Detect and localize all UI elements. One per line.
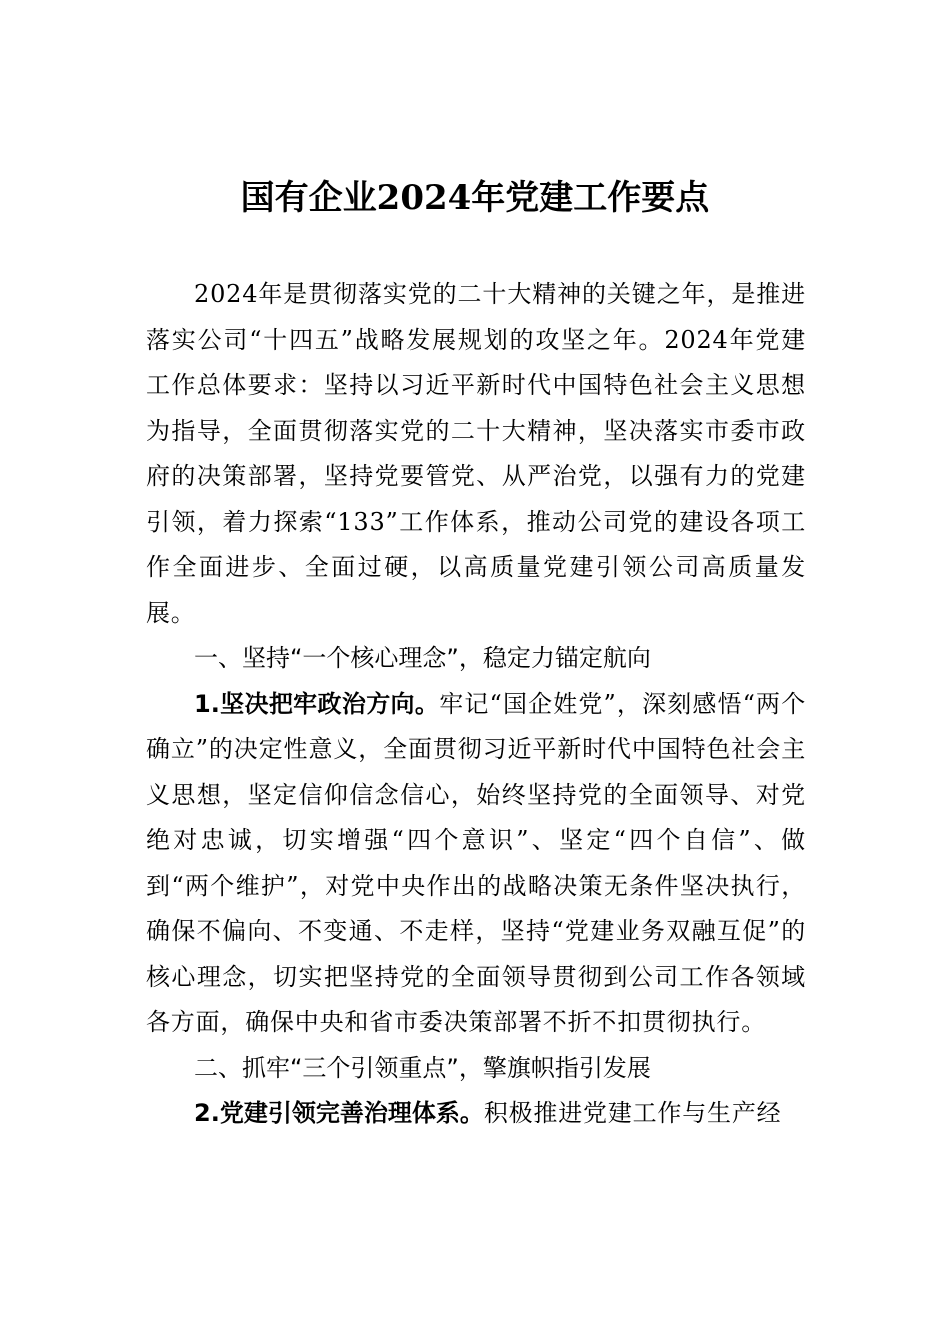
document-body	[146, 272, 806, 1137]
section-1-heading: 一、坚持“一个核心理念”，稳定力锚定航向	[194, 644, 651, 672]
item-2-text: 积极推进党建工作与生产经	[483, 1099, 782, 1127]
item-2-lead: 2.党建引领完善治理体系。	[194, 1099, 484, 1127]
item-1-text: 牢记“国企姓党”，深刻感悟“两个确立”的决定性意义，全面贯彻习近平新时代中国特色社会主义思想，坚定信仰信念信心，始终坚持党的全面领导、对党绝对忠诚，切实增强“四个意识”、坚定“四个自信”、做到“两个维护”，对党中央作出的战略决策无条件坚决执行，确保不偏向、不变通、不走样，坚持“党建业务双融互促”的核心理念，切实把坚持党的全面领导贯彻到公司工作各领域各方面，确保中央和省市委决策部署不折不扣贯彻执行。	[146, 689, 806, 1036]
item-1-paragraph	[146, 682, 806, 1046]
intro-paragraph: 2024年是贯彻落实党的二十大精神的关键之年，是推进落实公司“十四五”战略发展规划的攻坚之年。2024年党建工作总体要求：坚持以习近平新时代中国特色社会主义思想为指导，全面贯彻落实党的二十大精神，坚决落实市委市政府的决策部署，坚持党要管党、从严治党，以强有力的党建引领，着力探索“133”工作体系，推动公司党的建设各项工作全面进步、全面过硬，以高质量党建引领公司高质量发展。	[146, 280, 806, 627]
document-title: 国有企业2024年党建工作要点	[240, 178, 710, 218]
item-1-lead: 1.坚决把牢政治方向。	[194, 689, 440, 718]
item-2-paragraph	[146, 1091, 806, 1137]
section-2-heading: 二、抓牢“三个引领重点”，擎旗帜指引发展	[194, 1053, 651, 1082]
